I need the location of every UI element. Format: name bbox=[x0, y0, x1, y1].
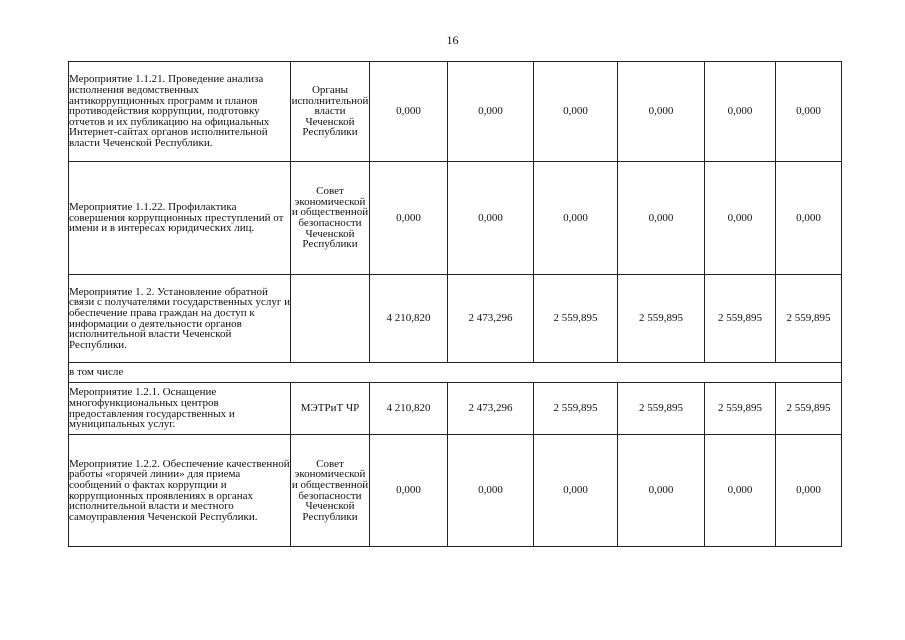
measure-description: Мероприятие 1. 2. Установление обратной связи с получателями государственных услуг и обеспечение права граждан на доступ к информации о деятельности органов исполнительной власти Чеченской Республики. bbox=[69, 275, 291, 363]
value-cell: 4 210,820 bbox=[370, 275, 448, 363]
value-cell: 0,000 bbox=[776, 435, 842, 547]
value-cell: 0,000 bbox=[534, 435, 618, 547]
value-cell: 0,000 bbox=[618, 62, 705, 162]
value-cell: 2 473,296 bbox=[448, 275, 534, 363]
measure-description: Мероприятие 1.1.21. Проведение анализа исполнения ведомственных антикоррупционных программ и планов противодействия коррупции, подготовку отчетов и их публикацию на официальных Интернет-сайтах органов исполнительной власти Чеченской Республики. bbox=[69, 62, 291, 162]
responsible-organization bbox=[291, 275, 370, 363]
table-row bbox=[69, 62, 842, 162]
table-row bbox=[69, 435, 842, 547]
page-number: 16 bbox=[446, 33, 459, 47]
measure-description: Мероприятие 1.1.22. Профилактика совершения коррупционных преступлений от имени и в интересах юридических лиц. bbox=[69, 162, 291, 275]
value-cell: 2 559,895 bbox=[534, 383, 618, 435]
value-cell: 2 559,895 bbox=[618, 383, 705, 435]
value-cell: 0,000 bbox=[705, 435, 776, 547]
value-cell: 0,000 bbox=[618, 435, 705, 547]
program-measures-table bbox=[68, 61, 842, 547]
value-cell: 0,000 bbox=[618, 162, 705, 275]
value-cell: 2 559,895 bbox=[618, 275, 705, 363]
value-cell: 2 559,895 bbox=[776, 275, 842, 363]
value-cell: 0,000 bbox=[776, 62, 842, 162]
value-cell: 0,000 bbox=[370, 162, 448, 275]
measure-description: Мероприятие 1.2.2. Обеспечение качественной работы «горячей линии» для приема сообщений о фактах коррупции и коррупционных проявлениях в органах исполнительной власти и местного самоуправления Чеченской Республики. bbox=[69, 435, 291, 547]
value-cell: 0,000 bbox=[370, 62, 448, 162]
measure-description: Мероприятие 1.2.1. Оснащение многофункциональных центров предоставления государственных и муниципальных услуг. bbox=[69, 383, 291, 435]
value-cell: 0,000 bbox=[534, 162, 618, 275]
responsible-organization: МЭТРиТ ЧР bbox=[291, 383, 370, 435]
subsection-label: в том числе bbox=[69, 363, 842, 383]
value-cell: 2 473,296 bbox=[448, 383, 534, 435]
value-cell: 0,000 bbox=[448, 435, 534, 547]
responsible-organization: Совет экономической и общественной безопасности Чеченской Республики bbox=[291, 162, 370, 275]
value-cell: 2 559,895 bbox=[534, 275, 618, 363]
value-cell: 4 210,820 bbox=[370, 383, 448, 435]
responsible-organization: Органы исполнительной власти Чеченской Республики bbox=[291, 62, 370, 162]
table-row bbox=[69, 383, 842, 435]
value-cell: 2 559,895 bbox=[705, 275, 776, 363]
value-cell: 0,000 bbox=[705, 162, 776, 275]
value-cell: 0,000 bbox=[705, 62, 776, 162]
responsible-organization: Совет экономической и общественной безопасности Чеченской Республики bbox=[291, 435, 370, 547]
table-row bbox=[69, 162, 842, 275]
table-row bbox=[69, 363, 842, 383]
value-cell: 0,000 bbox=[534, 62, 618, 162]
value-cell: 0,000 bbox=[776, 162, 842, 275]
value-cell: 0,000 bbox=[370, 435, 448, 547]
table-row bbox=[69, 275, 842, 363]
value-cell: 2 559,895 bbox=[776, 383, 842, 435]
value-cell: 0,000 bbox=[448, 162, 534, 275]
value-cell: 0,000 bbox=[448, 62, 534, 162]
value-cell: 2 559,895 bbox=[705, 383, 776, 435]
